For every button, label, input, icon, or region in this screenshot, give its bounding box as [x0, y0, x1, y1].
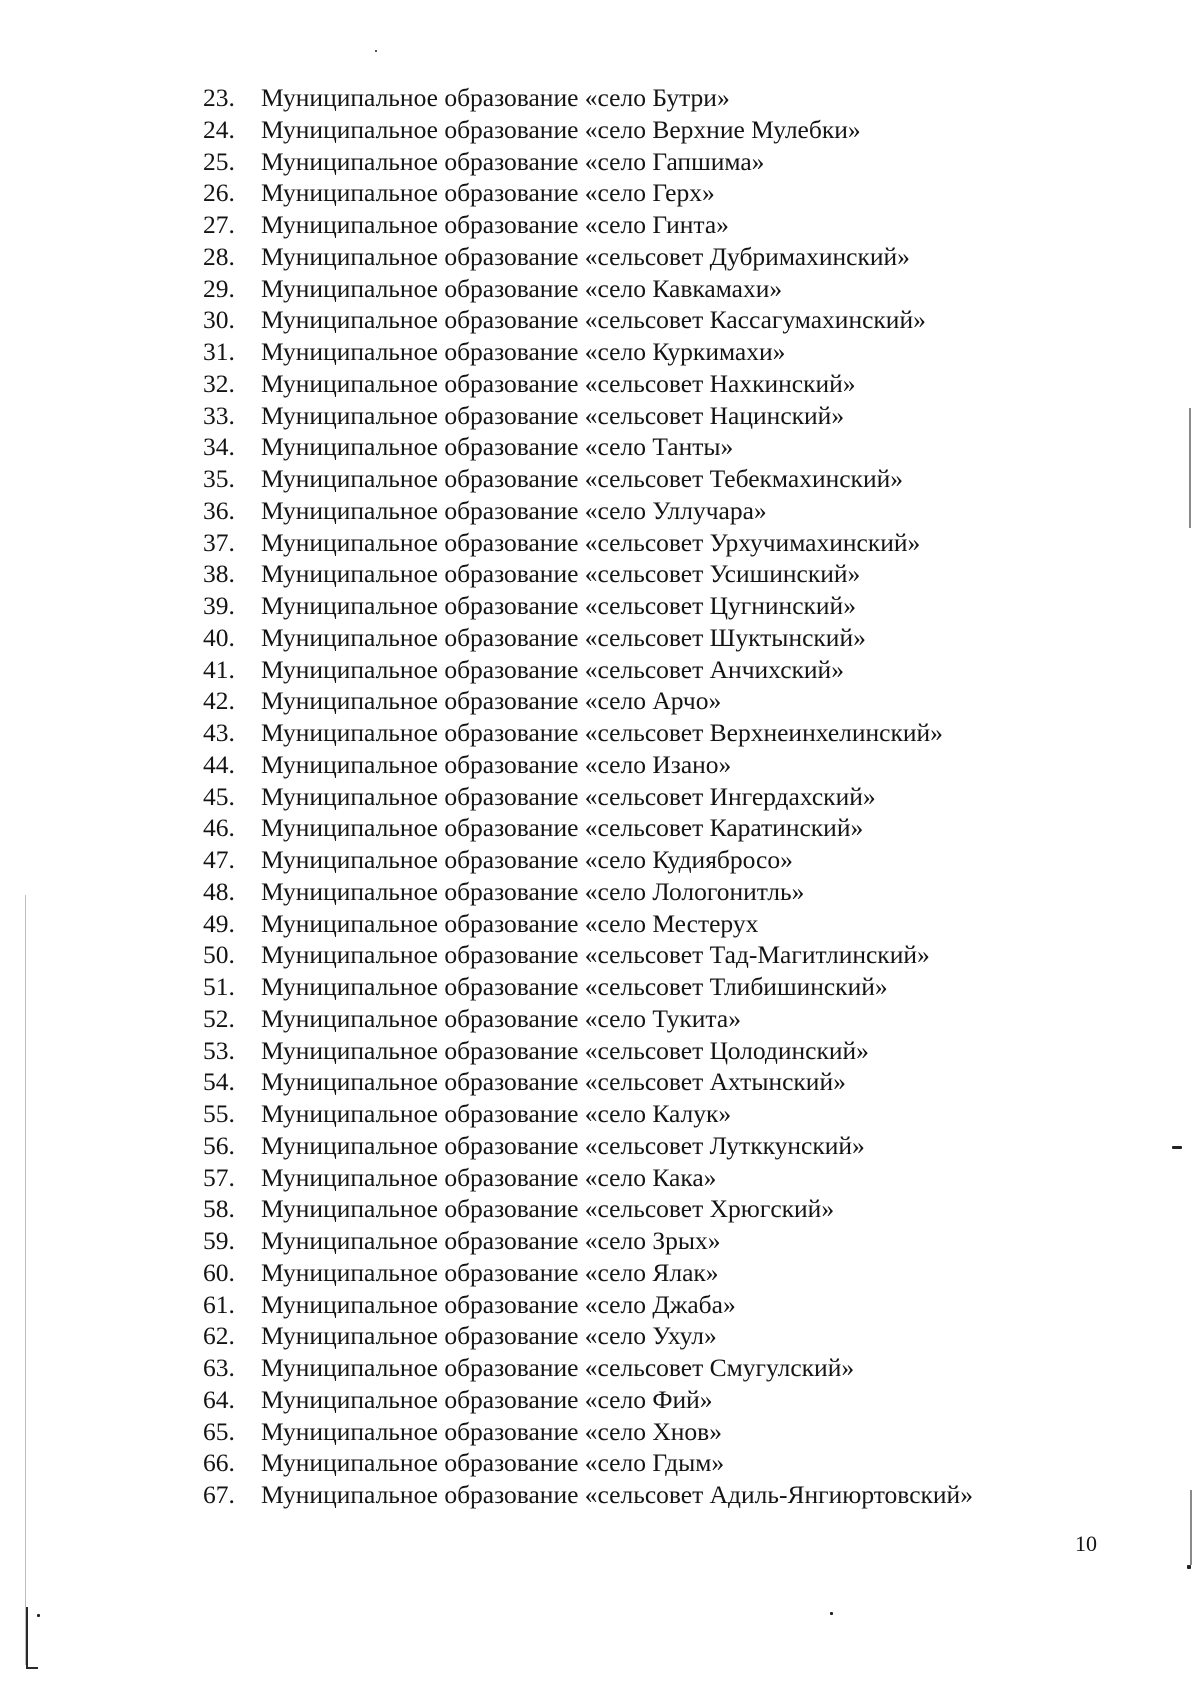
list-item [203, 177, 973, 209]
item-number: 61. [203, 1289, 235, 1319]
item-text: Муниципальное образование «сельсовет Анчихский» [261, 654, 844, 684]
list-item [203, 717, 973, 749]
item-text: Муниципальное образование «сельсовет Урхучимахинский» [261, 527, 921, 557]
item-text: Муниципальное образование «село Куркимахи» [261, 337, 786, 366]
item-number: 37. [203, 527, 235, 557]
item-number: 55. [203, 1099, 235, 1128]
item-text: Муниципальное образование «село Бутри» [261, 83, 730, 112]
scan-speck [1172, 1146, 1182, 1149]
item-number: 36. [203, 495, 235, 525]
item-number: 29. [203, 273, 235, 303]
list-item [203, 1098, 973, 1130]
item-text: Муниципальное образование «село Местерух [261, 908, 759, 938]
item-text: Муниципальное образование «сельсовет Цугнинский» [261, 591, 856, 620]
item-number: 66. [203, 1448, 235, 1478]
list-item [203, 812, 973, 844]
item-number: 54. [203, 1067, 235, 1097]
item-number: 30. [203, 305, 235, 335]
item-text: Муниципальное образование «село Кака» [261, 1162, 717, 1192]
item-number: 32. [203, 368, 235, 398]
list-item [203, 1225, 973, 1257]
scan-edge-line [1190, 1490, 1192, 1565]
item-number: 35. [203, 464, 235, 493]
list-item [203, 1447, 973, 1479]
list-item [203, 844, 973, 876]
item-number: 26. [203, 178, 235, 208]
list-item [203, 876, 973, 908]
list-item [203, 558, 973, 590]
item-number: 56. [203, 1130, 235, 1160]
list-item [203, 1066, 973, 1098]
item-text: Муниципальное образование «село Уллучара» [261, 495, 767, 525]
item-text: Муниципальное образование «сельсовет Хрюгский» [261, 1194, 835, 1224]
list-item [203, 1479, 973, 1511]
list-item [203, 114, 973, 146]
list-item [203, 1162, 973, 1194]
list-item [203, 273, 973, 305]
item-number: 58. [203, 1194, 235, 1224]
item-number: 45. [203, 781, 235, 811]
item-number: 52. [203, 1003, 235, 1033]
municipality-list [203, 82, 973, 1511]
item-text: Муниципальное образование «сельсовет Дубримахинский» [261, 241, 910, 271]
list-item [203, 400, 973, 432]
item-text: Муниципальное образование «сельсовет Нацинский» [261, 400, 845, 430]
item-text: Муниципальное образование «сельсовет Нахкинский» [261, 368, 856, 398]
item-number: 53. [203, 1035, 235, 1065]
scan-speck [375, 50, 377, 52]
item-text: Муниципальное образование «село Хнов» [261, 1416, 722, 1446]
item-number: 63. [203, 1353, 235, 1382]
item-number: 23. [203, 83, 235, 112]
item-number: 64. [203, 1384, 235, 1414]
item-text: Муниципальное образование «сельсовет Цолодинский» [261, 1035, 869, 1065]
item-number: 25. [203, 146, 235, 176]
item-number: 28. [203, 241, 235, 271]
scan-speck [37, 1614, 40, 1617]
item-number: 24. [203, 114, 235, 144]
list-item [203, 431, 973, 463]
scan-margin-line [25, 895, 26, 1665]
item-text: Муниципальное образование «село Танты» [261, 432, 734, 462]
list-item [203, 1320, 973, 1352]
item-text: Муниципальное образование «село Фий» [261, 1384, 713, 1414]
item-number: 40. [203, 622, 235, 652]
item-text: Муниципальное образование «село Гапшима» [261, 146, 765, 176]
list-item [203, 209, 973, 241]
item-number: 48. [203, 876, 235, 906]
scan-speck [1187, 1565, 1191, 1569]
item-number: 33. [203, 400, 235, 430]
list-item [203, 654, 973, 686]
item-number: 57. [203, 1162, 235, 1192]
item-text: Муниципальное образование «сельсовет Ингердахский» [261, 781, 876, 811]
item-number: 60. [203, 1257, 235, 1287]
list-item [203, 971, 973, 1003]
item-text: Муниципальное образование «село Тукита» [261, 1003, 741, 1033]
list-item [203, 781, 973, 813]
list-item [203, 527, 973, 559]
list-item [203, 685, 973, 717]
item-text: Муниципальное образование «село Кавкамахи» [261, 273, 783, 303]
item-text: Муниципальное образование «сельсовет Смугулский» [261, 1353, 855, 1382]
item-text: Муниципальное образование «село Зрых» [261, 1226, 721, 1255]
list-item [203, 368, 973, 400]
scan-speck [830, 1612, 833, 1615]
item-text: Муниципальное образование «село Герх» [261, 178, 715, 208]
list-item [203, 622, 973, 654]
list-item [203, 1003, 973, 1035]
item-number: 62. [203, 1321, 235, 1351]
list-item [203, 304, 973, 336]
list-item [203, 1130, 973, 1162]
page-number: 10 [1075, 1531, 1097, 1556]
item-number: 47. [203, 845, 235, 874]
item-text: Муниципальное образование «сельсовет Адиль-Янгиюртовский» [261, 1480, 973, 1509]
item-number: 27. [203, 210, 235, 239]
item-number: 41. [203, 654, 235, 684]
item-number: 38. [203, 559, 235, 589]
item-text: Муниципальное образование «село Лологонитль» [261, 876, 805, 906]
list-item [203, 1384, 973, 1416]
list-item [203, 1289, 973, 1321]
list-item [203, 1416, 973, 1448]
item-text: Муниципальное образование «село Верхние Мулебки» [261, 114, 861, 144]
list-item [203, 241, 973, 273]
item-text: Муниципальное образование «село Кудиябросо» [261, 845, 793, 874]
list-item [203, 336, 973, 368]
item-text: Муниципальное образование «сельсовет Каратинский» [261, 813, 864, 843]
item-number: 44. [203, 749, 235, 779]
item-number: 65. [203, 1416, 235, 1446]
item-text: Муниципальное образование «село Ухул» [261, 1321, 717, 1351]
item-text: Муниципальное образование «сельсовет Кассагумахинский» [261, 305, 926, 335]
item-number: 43. [203, 718, 235, 747]
item-number: 42. [203, 686, 235, 716]
item-text: Муниципальное образование «сельсовет Лутккунский» [261, 1130, 865, 1160]
item-text: Муниципальное образование «село Арчо» [261, 686, 722, 716]
item-text: Муниципальное образование «село Калук» [261, 1099, 732, 1128]
item-number: 31. [203, 337, 235, 366]
item-text: Муниципальное образование «сельсовет Усишинский» [261, 559, 861, 589]
item-number: 50. [203, 940, 235, 970]
list-item [203, 1257, 973, 1289]
list-item [203, 463, 973, 495]
list-item [203, 590, 973, 622]
item-text: Муниципальное образование «сельсовет Тебекмахинский» [261, 464, 903, 493]
item-number: 49. [203, 908, 235, 938]
item-text: Муниципальное образование «село Гдым» [261, 1448, 725, 1478]
item-number: 46. [203, 813, 235, 843]
item-text: Муниципальное образование «село Ялак» [261, 1257, 719, 1287]
list-item [203, 146, 973, 178]
item-text: Муниципальное образование «сельсовет Тад-Магитлинский» [261, 940, 930, 970]
item-number: 34. [203, 432, 235, 462]
item-text: Муниципальное образование «сельсовет Шуктынский» [261, 622, 866, 652]
item-number: 59. [203, 1226, 235, 1255]
item-number: 67. [203, 1480, 235, 1509]
scan-edge-line [1189, 408, 1191, 528]
list-item [203, 749, 973, 781]
list-item [203, 1352, 973, 1384]
list-item [203, 1035, 973, 1067]
list-item [203, 939, 973, 971]
item-text: Муниципальное образование «село Гинта» [261, 210, 729, 239]
item-text: Муниципальное образование «сельсовет Ахтынский» [261, 1067, 846, 1097]
list-item [203, 495, 973, 527]
item-text: Муниципальное образование «село Изано» [261, 749, 732, 779]
item-number: 51. [203, 972, 235, 1001]
list-item [203, 82, 973, 114]
item-text: Муниципальное образование «сельсовет Верхнеинхелинский» [261, 718, 943, 747]
list-item [203, 908, 973, 940]
list-item [203, 1193, 973, 1225]
item-number: 39. [203, 591, 235, 620]
item-text: Муниципальное образование «сельсовет Тлибишинский» [261, 972, 888, 1001]
item-text: Муниципальное образование «село Джаба» [261, 1289, 736, 1319]
